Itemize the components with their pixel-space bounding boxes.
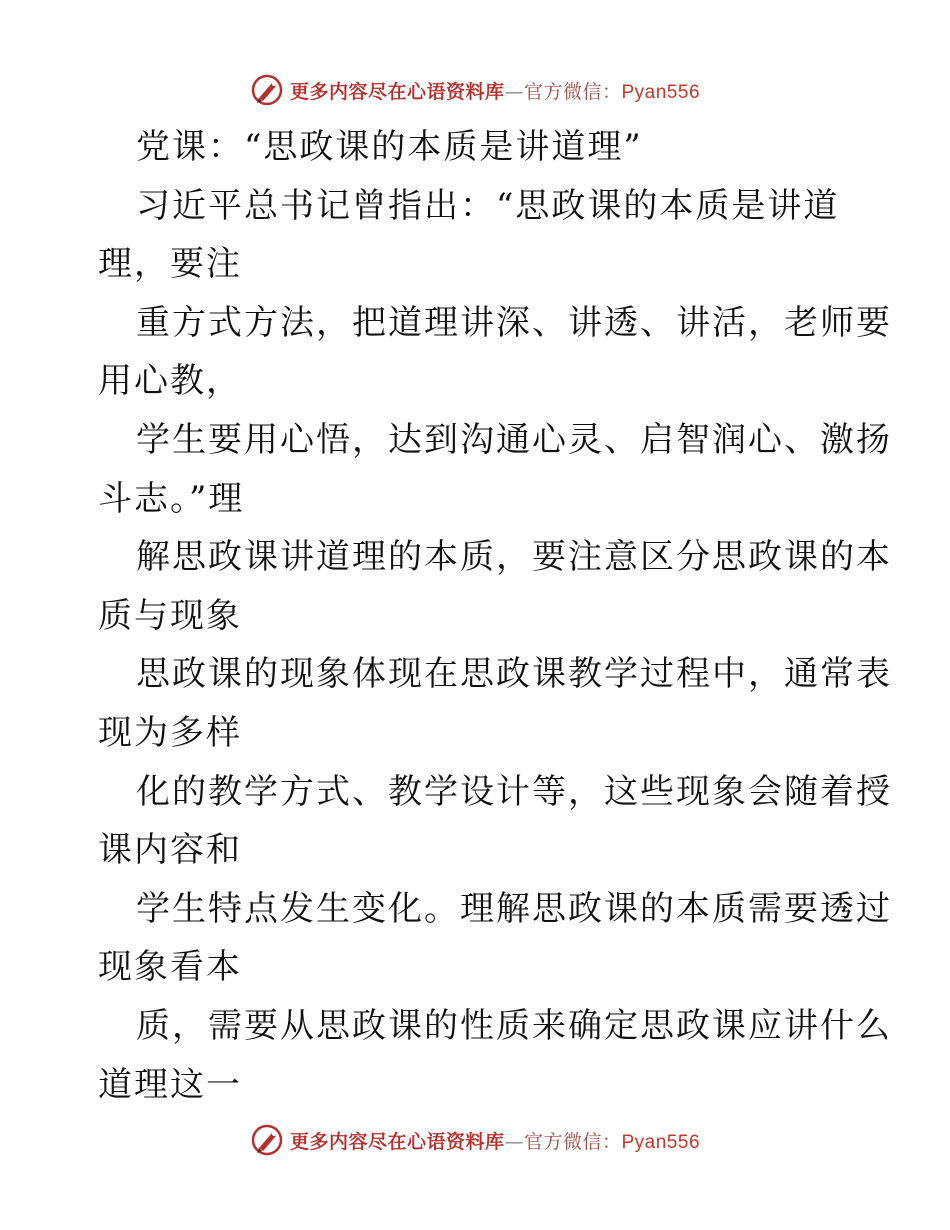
paragraph-line: 理，要注 xyxy=(98,244,242,285)
footer-wechat-label: 官方微信： xyxy=(523,1130,622,1153)
paragraph-line: 现象看本 xyxy=(98,947,242,988)
paragraph-line: 用心教， xyxy=(98,361,242,402)
pen-logo-icon xyxy=(250,73,284,107)
paragraph-line: 学生特点发生变化。理解思政课的本质需要透过 xyxy=(136,888,892,929)
paragraph-line: 道理这一 xyxy=(98,1064,242,1105)
header-banner xyxy=(0,70,950,110)
pen-logo-icon xyxy=(250,1123,284,1157)
header-wechat-id: Pyan556 xyxy=(621,81,701,103)
paragraph-line: 思政课的现象体现在思政课教学过程中，通常表 xyxy=(136,654,892,695)
paragraph-line: 课内容和 xyxy=(98,830,242,871)
header-wechat-label: 官方微信： xyxy=(523,80,622,103)
document-title: 党课：“思政课的本质是讲道理” xyxy=(136,127,643,167)
paragraph-line: 习近平总书记曾指出：“思政课的本质是讲道 xyxy=(136,185,840,226)
footer-wechat-id: Pyan556 xyxy=(621,1131,701,1153)
paragraph-line: 质，需要从思政课的性质来确定思政课应讲什么 xyxy=(136,1005,892,1046)
footer-banner-text xyxy=(290,1127,700,1154)
paragraph-line: 解思政课讲道理的本质，要注意区分思政课的本 xyxy=(136,537,892,578)
header-separator: — xyxy=(504,80,524,103)
footer-banner xyxy=(0,1120,950,1160)
footer-separator: — xyxy=(504,1130,524,1153)
paragraph-line: 斗志。”理 xyxy=(98,478,245,519)
header-banner-text xyxy=(290,77,700,104)
footer-brand-text: 更多内容尽在心语资料库 xyxy=(289,1130,505,1153)
paragraph-line: 质与现象 xyxy=(98,595,242,636)
paragraph-line: 现为多样 xyxy=(98,712,242,753)
paragraph-line: 重方式方法，把道理讲深、讲透、讲活，老师要 xyxy=(136,302,892,343)
header-brand-text: 更多内容尽在心语资料库 xyxy=(289,80,505,103)
paragraph-line: 化的教学方式、教学设计等，这些现象会随着授 xyxy=(136,771,892,812)
document-body xyxy=(98,118,892,1114)
paragraph-line: 学生要用心悟，达到沟通心灵、启智润心、激扬 xyxy=(136,419,892,460)
